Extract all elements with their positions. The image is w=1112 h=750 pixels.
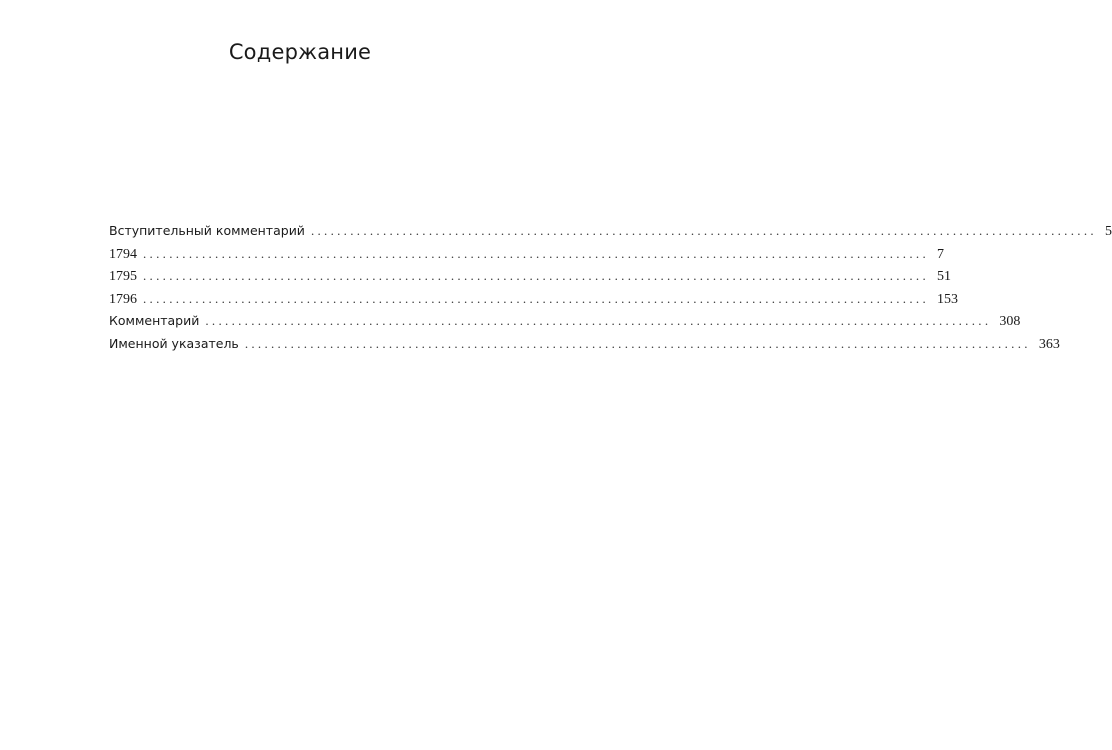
toc-entry-label: 1796 (109, 291, 137, 307)
toc-entry-label: 1795 (109, 269, 137, 284)
toc-entry-page-number: 51 (937, 269, 951, 284)
toc-entry-1795 (109, 268, 951, 291)
dot-leader: ........................................................................................................................ (143, 245, 929, 261)
toc-entry-label: Именной указатель (109, 335, 239, 351)
toc-entry-1796 (109, 290, 958, 314)
toc-entry-label: Вступительный комментарий (109, 223, 305, 238)
dot-leader: ........................................................................................................................ (143, 268, 929, 283)
toc-entry-introductory-commentary (109, 223, 1112, 246)
table-of-contents (109, 223, 1112, 358)
toc-entry-commentary (109, 313, 1021, 336)
dot-leader: ........................................................................................................................ (143, 290, 929, 306)
toc-entry-label: Комментарий (109, 313, 200, 328)
toc-entry-1794 (109, 245, 944, 269)
dot-leader: ........................................................................................................................ (244, 335, 1031, 351)
toc-entry-page-number: 7 (937, 246, 944, 262)
dot-leader: ........................................................................................................................ (310, 223, 1097, 238)
toc-entry-page-number: 5 (1104, 224, 1112, 239)
toc-entry-page-number: 153 (937, 291, 958, 307)
toc-entry-name-index (109, 335, 1060, 359)
dot-leader: ........................................................................................................................ (205, 313, 992, 328)
toc-entry-page-number: 308 (999, 314, 1021, 329)
page-title: Содержание (228, 40, 372, 64)
toc-entry-label: 1794 (109, 246, 137, 262)
toc-entry-page-number: 363 (1038, 336, 1060, 352)
